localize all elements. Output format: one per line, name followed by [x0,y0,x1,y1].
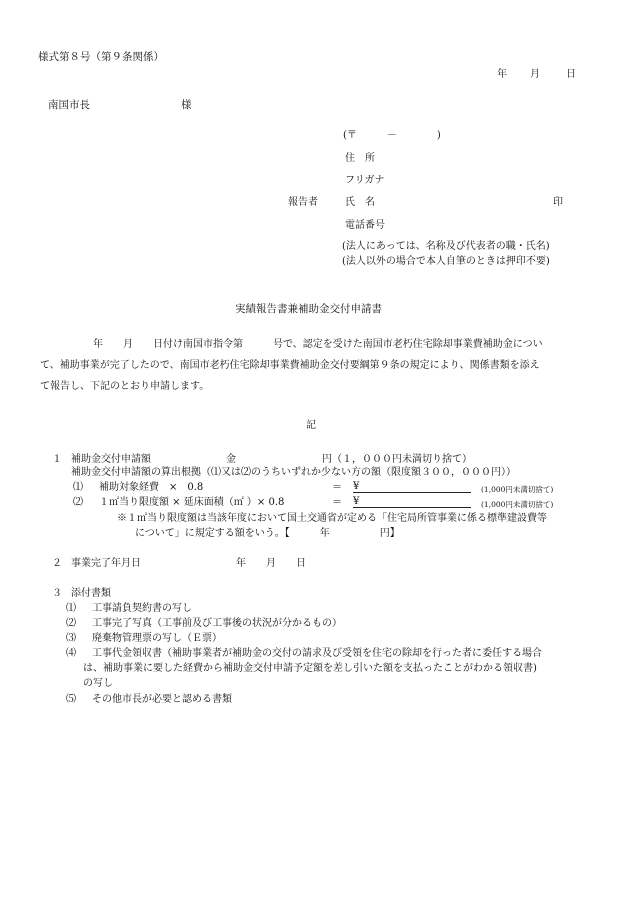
item1-sub2-equals: ＝ [332,497,342,508]
form-number: 様式第８号（第９条関係） [38,51,164,63]
note-corporation: (法人にあっては、名称及び代表者の職・氏名) [342,241,550,252]
attachment-1-number: ⑴ [66,603,76,614]
ki-mark: 記 [306,420,316,431]
attachment-4-text-end: の写し [83,678,113,689]
phone-label: 電話番号 [345,220,385,231]
attachment-4-text: 工事代金領収書（補助事業者が補助金の交付の請求及び受領を住宅の除却を行った者に委任する場合 [92,648,542,659]
date-year-label: 年 [497,69,507,80]
furigana-label: フリガナ [345,175,385,186]
item1-kin: 金 [226,454,236,465]
item1-sub1-amount: ¥ [353,482,471,493]
item1-sub2-amount: ¥ [353,497,471,508]
body-line-2: て、補助事業が完了したので、南国市老朽住宅除却事業費補助金交付要綱第９条の規定により、関係書類を添え [40,360,540,371]
item1-sub2-formula: １㎡当り限度額 × 延床面積（㎡ ）× 0.8 [99,497,285,508]
item2-date: 年 月 日 [236,558,306,569]
item1-sub1-number: ⑴ [73,482,83,493]
addressee-honorific: 様 [181,99,192,111]
name-label: 氏 名 [345,197,375,208]
item2-number: ２ [52,558,62,569]
body-line-1: 年 月 日付け南国市指令第 号で、認定を受けた南国市老朽住宅除却事業費補助金につい [93,339,543,350]
item1-note-line-1: ※１㎡当り限度額は当該年度において国土交通省が定める「住宅局所管事業に係る標準建設費等 [117,513,547,524]
attachment-3-text: 廃棄物管理票の写し（Ｅ票） [92,633,222,644]
postal-code: (〒 － ) [343,130,441,141]
item1-sub2-number: ⑵ [73,497,83,508]
attachment-4-number: ⑷ [66,648,76,659]
item1-sub1-formula: 補助対象経費 × 0.8 [99,482,204,493]
item3-number: ３ [52,588,62,599]
item1-sub1-equals: ＝ [332,482,342,493]
addressee-name: 南国市長 [48,99,90,111]
item1-number: １ [52,454,62,465]
attachment-5-text: その他市長が必要と認める書類 [92,694,232,705]
item2-label: 事業完了年月日 [71,558,141,569]
reporter-label: 報告者 [288,197,318,208]
item1-basis: 補助金交付申請額の算出根拠（⑴又は⑵のうちいずれか少ない方の額（限度額３００，０００円）） [71,467,516,478]
attachment-1-text: 工事請負契約書の写し [92,603,192,614]
attachment-2-text: 工事完了写真（工事前及び工事後の状況が分かるもの） [92,618,342,629]
date-month-label: 月 [530,69,540,80]
address-label: 住 所 [345,153,375,164]
attachment-4-text-cont: は、補助事業に要した経費から補助金交付申請予定額を差し引いた額を支払ったことがわかる領収書) [83,663,537,674]
document-title: 実績報告書兼補助金交付申請書 [235,303,382,315]
date-day-label: 日 [566,69,576,80]
item1-label: 補助金交付申請額 [71,454,151,465]
item3-label: 添付書類 [71,588,111,599]
body-line-3: て報告し、下記のとおり申請します。 [40,381,210,392]
attachment-2-number: ⑵ [66,618,76,629]
seal-mark: 印 [553,197,563,208]
attachment-5-number: ⑸ [66,694,76,705]
note-self-signature: (法人以外の場合で本人自筆のときは押印不要) [342,256,550,267]
attachment-3-number: ⑶ [66,633,76,644]
item1-sub2-cut-note: (1,000円未満切捨て) [481,500,554,509]
item1-yen: 円（１，０００円未満切り捨て） [322,454,472,465]
item1-sub1-cut-note: (1,000円未満切捨て) [481,485,554,494]
item1-note-line-2: について」に規定する額をいう。【 年 円】 [135,528,400,539]
